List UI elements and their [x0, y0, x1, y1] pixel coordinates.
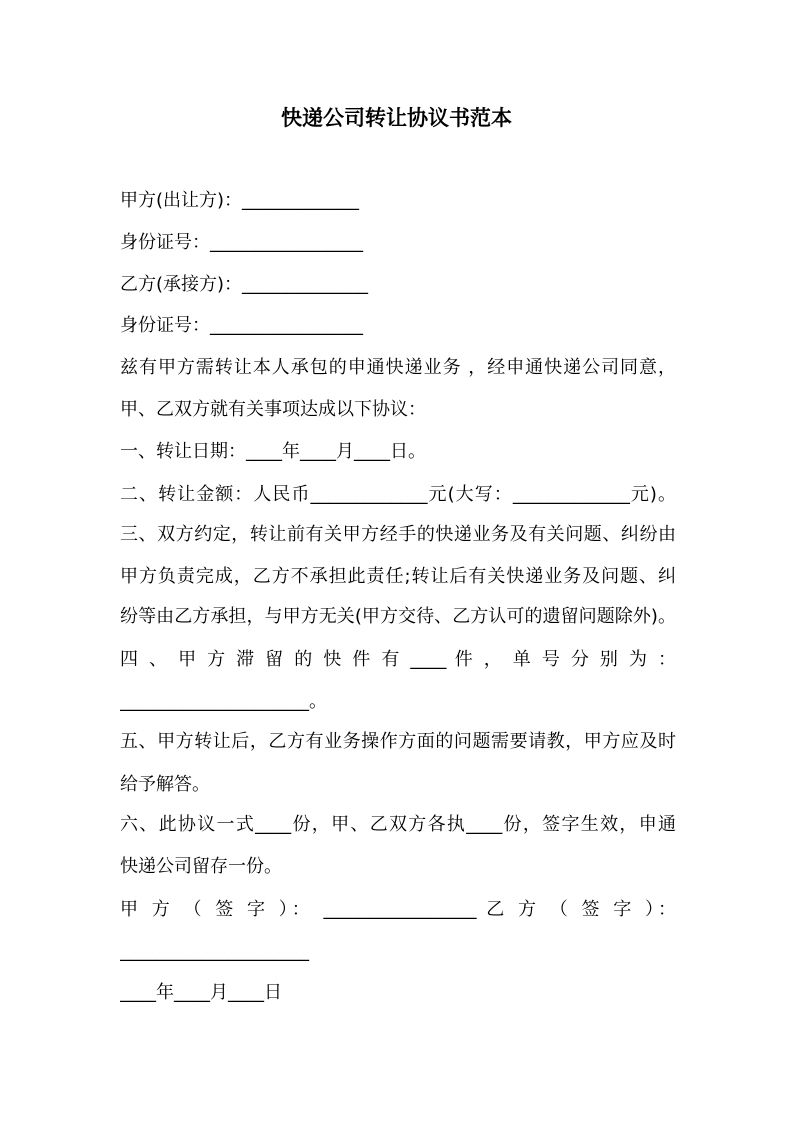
clause-3-line-1: 三、双方约定，转让前有关甲方经手的快递业务及有关问题、纠纷由 — [120, 524, 676, 545]
party-a-line: 甲方(出让方)：_____________ — [120, 190, 360, 211]
document-title: 快递公司转让协议书范本 — [281, 106, 512, 130]
intro-line-1: 兹有甲方需转让本人承包的申通快递业务 ，经申通快递公司同意， — [120, 357, 676, 378]
clause-2-line: 二、转让金额：人民币_____________元(大写：_____________元)。 — [120, 484, 676, 505]
party-b-line: 乙方(承接方)：______________ — [120, 274, 369, 295]
clause-6-line-2: 快递公司留存一份。 — [120, 856, 282, 877]
clause-3-line-3: 纷等由乙方承担，与甲方无关(甲方交待、乙方认可的遗留问题除外)。 — [120, 606, 676, 627]
clause-4-line-1: 四 、 甲 方 滞 留 的 快 件 有 ____ 件 ， 单 号 分 别 为 ： — [120, 649, 676, 670]
clause-5-line-1: 五、甲方转让后，乙方有业务操作方面的问题需要请教，甲方应及时 — [120, 731, 676, 752]
date-line: ____年____月____日 — [120, 982, 282, 1003]
clause-6-line-1: 六、此协议一式____份，甲、乙双方各执____份，签字生效，申通 — [120, 814, 676, 835]
party-b-id-line: 身份证号：_________________ — [120, 315, 363, 336]
party-a-id-line: 身份证号：_________________ — [120, 232, 363, 253]
clause-4-line-2: _____________________。 — [120, 691, 327, 712]
signature-underline: _____________________ — [120, 941, 309, 962]
signature-line: 甲 方 （ 签 字 ）： _________________ 乙 方 （ 签 字 ）： — [120, 899, 676, 920]
clause-3-line-2: 甲方负责完成，乙方不承担此责任;转让后有关快递业务及问题、纠 — [120, 566, 676, 587]
clause-1-line: 一、转让日期：____年____月____日。 — [120, 441, 426, 462]
intro-line-2: 甲、乙双方就有关事项达成以下协议： — [120, 399, 426, 420]
clause-5-line-2: 给予解答。 — [120, 774, 210, 795]
